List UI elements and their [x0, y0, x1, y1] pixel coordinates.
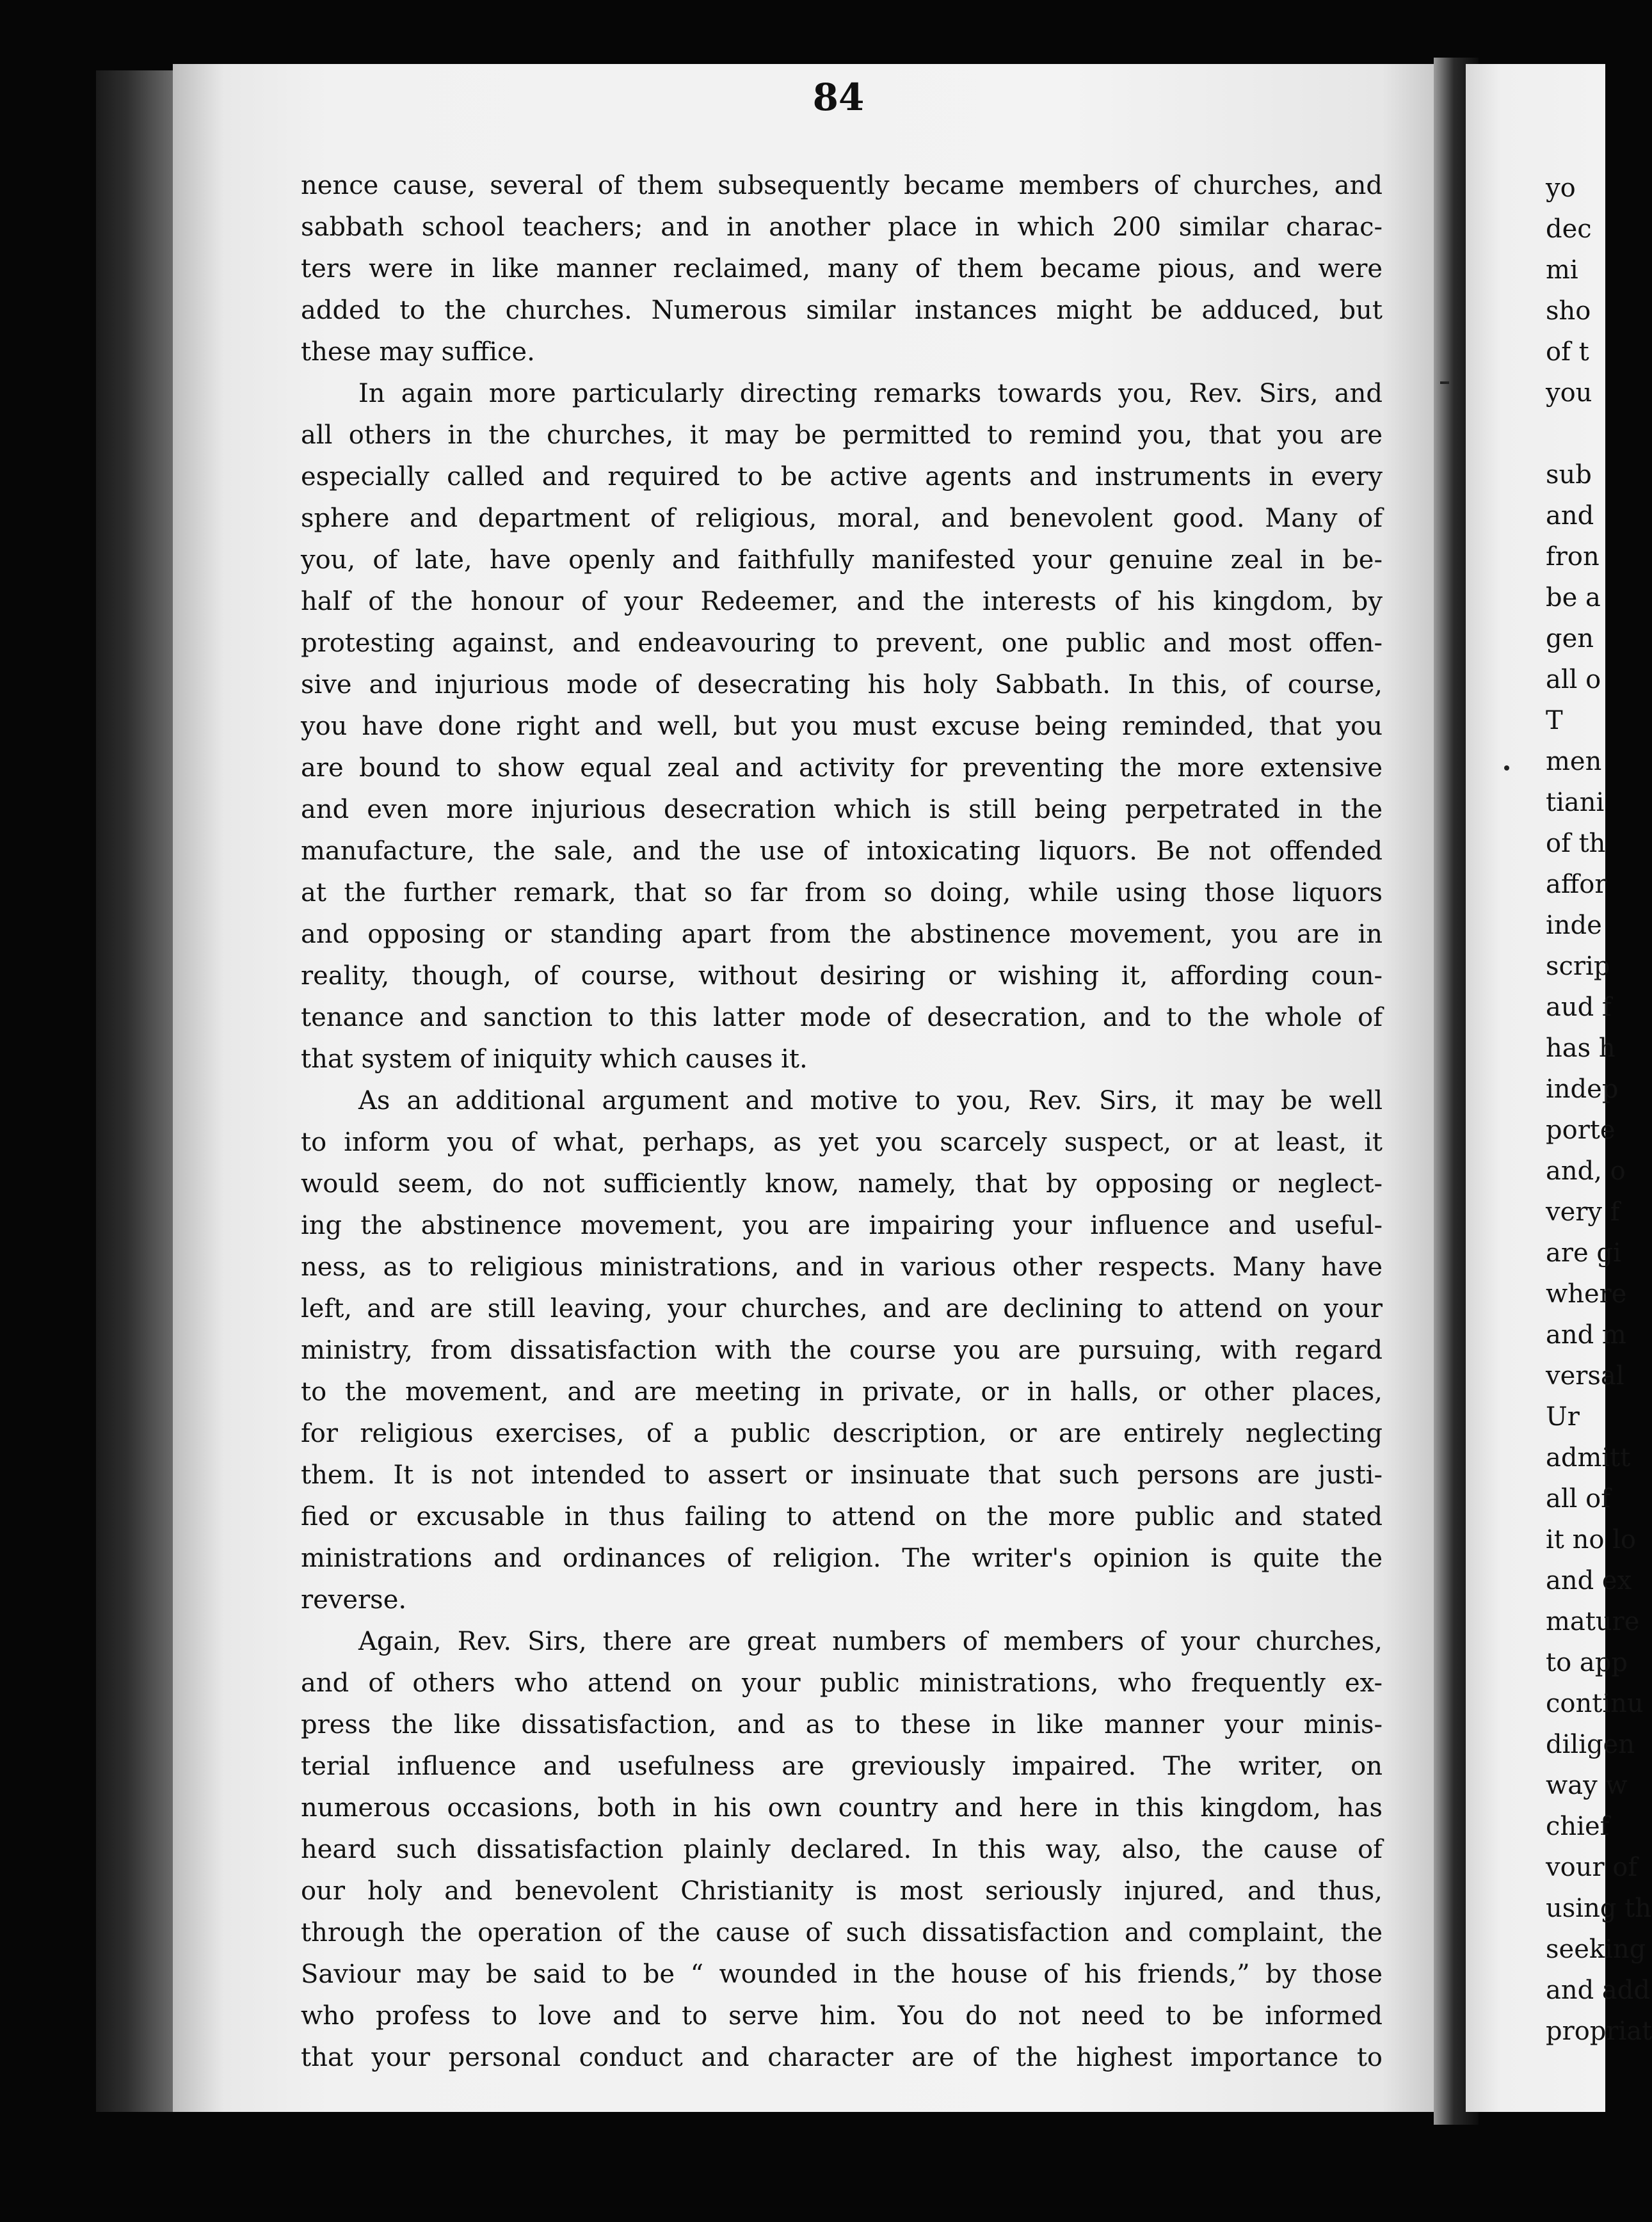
- text-line: added to the churches. Numerous similar instances might be adduced, but: [301, 296, 1383, 325]
- text-line: and opposing or standing apart from the abstinence movement, you are in: [301, 920, 1383, 949]
- text-line: sive and injurious mode of desecrating his holy Sabbath. In this, of course,: [301, 670, 1383, 699]
- text-line: manufacture, the sale, and the use of intoxicating liquors. Be not offended: [301, 836, 1383, 866]
- text-line: these may suffice.: [301, 337, 535, 367]
- text-line: reality, though, of course, without desiring or wishing it, affording coun-: [301, 961, 1383, 991]
- right-page-text-fragment: [1546, 413, 1605, 454]
- page-body-text: [301, 165, 1383, 2079]
- right-page-text-fragment: be a: [1546, 583, 1601, 612]
- text-line: are bound to show equal zeal and activity for preventing the more extensive: [301, 753, 1383, 783]
- right-page-text-fragment: gen: [1546, 624, 1594, 653]
- text-line: sabbath school teachers; and in another place in which 200 similar charac-: [301, 212, 1383, 242]
- text-line: for religious exercises, of a public description, or are entirely neglecting: [301, 1419, 1383, 1448]
- right-page-text-fragment: chief: [1546, 1812, 1610, 1841]
- right-page-text-fragment: yo: [1546, 173, 1576, 203]
- right-page-text-fragment: are gi: [1546, 1238, 1621, 1268]
- text-line: sphere and department of religious, moral, and benevolent good. Many of: [301, 504, 1383, 533]
- right-page-text-fragment: where: [1546, 1279, 1627, 1309]
- right-page-text-fragment: inde: [1546, 911, 1602, 940]
- right-page-text-fragment: way w: [1546, 1771, 1628, 1800]
- text-line: fied or excusable in thus failing to attend on the more public and stated: [301, 1502, 1383, 1531]
- right-page-text-fragment: and m: [1546, 1320, 1626, 1350]
- text-line: left, and are still leaving, your churches, and are declining to attend on your: [301, 1294, 1383, 1323]
- margin-mark: [1440, 381, 1449, 384]
- right-page-text-fragment: vour of: [1546, 1853, 1638, 1882]
- right-page-text-fragment: Ur: [1546, 1402, 1580, 1432]
- text-line: Saviour may be said to be “ wounded in the house of his friends,” by those: [301, 1960, 1383, 1989]
- right-page-text-fragment: mi: [1546, 255, 1578, 285]
- right-page-text-fragment: of th: [1546, 829, 1606, 858]
- text-line: reverse.: [301, 1585, 407, 1615]
- text-line: protesting against, and endeavouring to prevent, one public and most offen-: [301, 628, 1383, 658]
- text-line: As an additional argument and motive to you, Rev. Sirs, it may be well: [358, 1086, 1383, 1115]
- right-page-text-fragment: affor: [1546, 870, 1607, 899]
- right-page-text-fragment: continu: [1546, 1689, 1644, 1718]
- text-line: and of others who attend on your public ministrations, who frequently ex-: [301, 1668, 1383, 1698]
- right-page-text-fragment: of t: [1546, 337, 1589, 367]
- text-line: tenance and sanction to this latter mode of desecration, and to the whole of: [301, 1003, 1383, 1032]
- text-line: numerous occasions, both in his own country and here in this kingdom, has: [301, 1793, 1383, 1823]
- page-number: 84: [812, 76, 865, 119]
- right-page-text-fragment: sub: [1546, 460, 1592, 490]
- right-page-text-fragment: mature: [1546, 1607, 1640, 1636]
- text-line: through the operation of the cause of such dissatisfaction and complaint, the: [301, 1918, 1383, 1947]
- right-page-text-fragment: propriat: [1546, 2017, 1652, 2046]
- text-line: and even more injurious desecration which is still being perpetrated in the: [301, 795, 1383, 824]
- text-line: you, of late, have openly and faithfully manifested your genuine zeal in be-: [301, 545, 1383, 575]
- right-page-text-fragment: scrip: [1546, 952, 1610, 981]
- text-line: ness, as to religious ministrations, and in various other respects. Many have: [301, 1252, 1383, 1282]
- text-line: ministrations and ordinances of religion. The writer's opinion is quite the: [301, 1544, 1383, 1573]
- right-page-text-fragment: and: [1546, 501, 1594, 531]
- text-line: Again, Rev. Sirs, there are great numbers of members of your churches,: [358, 1627, 1383, 1656]
- text-line: that your personal conduct and character are of the highest importance to: [301, 2043, 1383, 2072]
- right-page-text-fragment: dec: [1546, 214, 1592, 244]
- right-page-text-fragment: it no lo: [1546, 1525, 1637, 1555]
- text-line: nence cause, several of them subsequently became members of churches, and: [301, 171, 1383, 200]
- right-page-text-fragment: seeking: [1546, 1935, 1646, 1964]
- right-page-text-fragment: men: [1546, 747, 1602, 776]
- text-line: to the movement, and are meeting in private, or in halls, or other places,: [301, 1377, 1383, 1407]
- right-page-text-fragment: using th: [1546, 1894, 1651, 1923]
- text-line: who profess to love and to serve him. You do not need to be informed: [301, 2001, 1383, 2031]
- text-line: would seem, do not sufficiently know, namely, that by opposing or neglect-: [301, 1169, 1383, 1199]
- right-page-text-fragment: sho: [1546, 296, 1591, 326]
- text-line: press the like dissatisfaction, and as to these in like manner your minis-: [301, 1710, 1383, 1739]
- text-line: terial influence and usefulness are greviously impaired. The writer, on: [301, 1752, 1383, 1781]
- right-page-text-fragment: very f: [1546, 1197, 1620, 1227]
- right-page-text-fragment: to app: [1546, 1648, 1628, 1677]
- book-spine-shadow: [96, 70, 173, 2112]
- right-page-text-fragment: you: [1546, 378, 1592, 408]
- right-page-text-fragment: versal: [1546, 1361, 1624, 1391]
- right-page-text-fragments: [1546, 168, 1652, 2052]
- text-line: that system of iniquity which causes it.: [301, 1044, 808, 1074]
- right-page-text-fragment: porte: [1546, 1115, 1616, 1145]
- text-line: ters were in like manner reclaimed, many of them became pious, and were: [301, 254, 1383, 284]
- right-page-text-fragment: T: [1546, 706, 1563, 735]
- right-page-text-fragment: indep: [1546, 1075, 1619, 1104]
- text-line: In again more particularly directing remarks towards you, Rev. Sirs, and: [358, 379, 1383, 408]
- right-page-text-fragment: has h: [1546, 1034, 1616, 1063]
- text-line: ministry, from dissatisfaction with the course you are pursuing, with regard: [301, 1336, 1383, 1365]
- margin-mark: [1504, 765, 1509, 771]
- text-line: you have done right and well, but you must excuse being reminded, that you: [301, 712, 1383, 741]
- right-page-text-fragment: and ex: [1546, 1566, 1632, 1595]
- text-line: heard such dissatisfaction plainly declared. In this way, also, the cause of: [301, 1835, 1383, 1864]
- text-line: them. It is not intended to assert or insinuate that such persons are justi-: [301, 1460, 1383, 1490]
- right-page-text-fragment: all of: [1546, 1484, 1611, 1514]
- text-line: especially called and required to be active agents and instruments in every: [301, 462, 1383, 492]
- text-line: half of the honour of your Redeemer, and the interests of his kingdom, by: [301, 587, 1383, 616]
- text-line: to inform you of what, perhaps, as yet you scarcely suspect, or at least, it: [301, 1128, 1383, 1157]
- text-line: all others in the churches, it may be permitted to remind you, that you are: [301, 420, 1383, 450]
- right-page-text-fragment: fron: [1546, 542, 1600, 571]
- right-page-text-fragment: all o: [1546, 665, 1601, 694]
- text-line: ing the abstinence movement, you are impairing your influence and useful-: [301, 1211, 1383, 1240]
- right-page-text-fragment: admitt: [1546, 1443, 1631, 1473]
- text-line: our holy and benevolent Christianity is most seriously injured, and thus,: [301, 1876, 1383, 1906]
- text-line: at the further remark, that so far from so doing, while using those liquors: [301, 878, 1383, 907]
- right-page-text-fragment: diligen: [1546, 1730, 1635, 1759]
- right-page-text-fragment: and add: [1546, 1976, 1650, 2005]
- right-page-text-fragment: tiani: [1546, 788, 1605, 817]
- right-page-text-fragment: and, o: [1546, 1156, 1626, 1186]
- right-page-text-fragment: aud f: [1546, 993, 1612, 1022]
